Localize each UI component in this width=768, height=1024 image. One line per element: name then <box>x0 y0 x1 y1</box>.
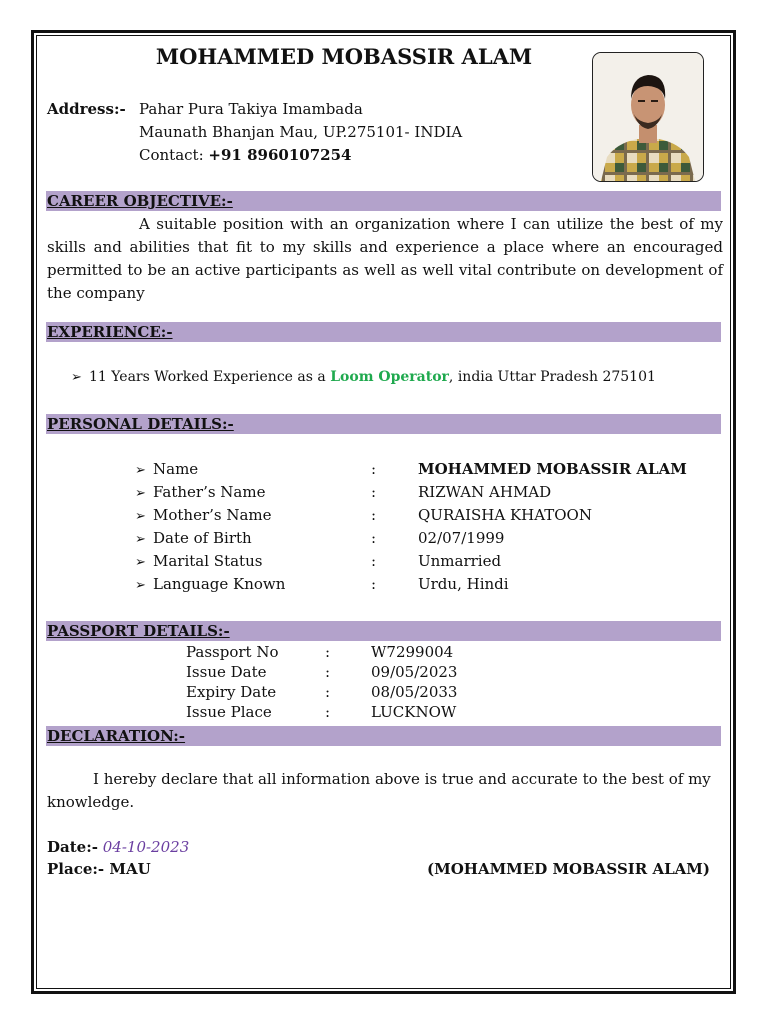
career-objective-text: A suitable position with an organization where I can utilize the best of my skills and abilities that fit to my skills and experience a place where an encouraged permitted to be an active participants as well as well vital contribute on development of the company <box>47 215 723 302</box>
contact-phone: +91 8960107254 <box>208 146 352 164</box>
separator-colon: : <box>371 575 377 593</box>
date-label: Date:- <box>47 838 98 856</box>
separator-colon: : <box>371 483 377 501</box>
arrowhead-bullet-icon: ➢ <box>71 370 82 385</box>
arrowhead-bullet-icon: ➢ <box>135 578 146 593</box>
person-photo-icon <box>593 53 703 181</box>
section-band-personal-details <box>46 414 721 434</box>
passport-value-issue-date: 09/05/2023 <box>371 663 458 681</box>
contact-line <box>139 146 351 164</box>
separator-colon: : <box>371 529 377 547</box>
passport-label: Passport No <box>186 643 279 661</box>
experience-role: Loom Operator <box>330 369 449 385</box>
section-heading-declaration: DECLARATION:- <box>47 727 186 745</box>
personal-value-mother: QURAISHA KHATOON <box>418 506 592 524</box>
contact-label: Contact: <box>139 146 204 164</box>
passport-label: Issue Place <box>186 703 272 721</box>
personal-value-father: RIZWAN AHMAD <box>418 483 552 501</box>
personal-row-language <box>135 575 285 593</box>
section-heading-experience: EXPERIENCE:- <box>47 323 173 341</box>
personal-label: Marital Status <box>153 552 263 570</box>
passport-value-issue-place: LUCKNOW <box>371 703 457 721</box>
personal-row-name <box>135 460 198 478</box>
separator-colon: : <box>325 703 331 721</box>
profile-photo <box>592 52 704 182</box>
date-line <box>47 838 189 856</box>
candidate-name-title: MOHAMMED MOBASSIR ALAM <box>155 44 533 69</box>
place-line: Place:- MAU <box>47 860 151 878</box>
personal-value-marital: Unmarried <box>418 552 502 570</box>
signature-name: (MOHAMMED MOBASSIR ALAM) <box>427 860 711 878</box>
experience-suffix: , india Uttar Pradesh 275101 <box>448 369 656 385</box>
section-band-declaration <box>46 726 721 746</box>
separator-colon: : <box>325 683 331 701</box>
arrowhead-bullet-icon: ➢ <box>135 486 146 501</box>
passport-value-expiry-date: 08/05/2033 <box>371 683 458 701</box>
section-band-career-objective <box>46 191 721 211</box>
section-heading-passport-details: PASSPORT DETAILS:- <box>47 622 230 640</box>
personal-label: Mother’s Name <box>153 506 272 524</box>
personal-row-marital <box>135 552 262 570</box>
personal-label: Date of Birth <box>153 529 252 547</box>
section-heading-career-objective: CAREER OBJECTIVE:- <box>47 192 233 210</box>
separator-colon: : <box>371 552 377 570</box>
separator-colon: : <box>325 643 331 661</box>
personal-label: Father’s Name <box>153 483 266 501</box>
passport-label: Expiry Date <box>186 683 277 701</box>
section-band-experience <box>46 322 721 342</box>
arrowhead-bullet-icon: ➢ <box>135 509 146 524</box>
separator-colon: : <box>325 663 331 681</box>
declaration-text: I hereby declare that all information above is true and accurate to the best of my knowledge. <box>47 770 711 811</box>
arrowhead-bullet-icon: ➢ <box>135 463 146 478</box>
address-line-1: Pahar Pura Takiya Imambada <box>139 100 363 118</box>
personal-value-dob: 02/07/1999 <box>418 529 505 547</box>
arrowhead-bullet-icon: ➢ <box>135 532 146 547</box>
personal-label: Name <box>153 460 199 478</box>
passport-value-number: W7299004 <box>371 643 454 661</box>
personal-label: Language Known <box>153 575 286 593</box>
experience-item <box>71 369 656 385</box>
date-value: 04-10-2023 <box>102 838 190 856</box>
experience-prefix: 11 Years Worked Experience as a <box>89 369 331 385</box>
personal-row-dob <box>135 529 252 547</box>
address-label: Address:- <box>47 100 126 118</box>
section-heading-personal-details: PERSONAL DETAILS:- <box>47 415 234 433</box>
section-band-passport-details <box>46 621 721 641</box>
personal-row-mother <box>135 506 272 524</box>
personal-value-name: MOHAMMED MOBASSIR ALAM <box>418 460 687 478</box>
personal-row-father <box>135 483 265 501</box>
separator-colon: : <box>371 506 377 524</box>
arrowhead-bullet-icon: ➢ <box>135 555 146 570</box>
personal-value-language: Urdu, Hindi <box>418 575 509 593</box>
separator-colon: : <box>371 460 377 478</box>
address-line-2: Maunath Bhanjan Mau, UP.275101- INDIA <box>139 123 463 141</box>
passport-label: Issue Date <box>186 663 267 681</box>
